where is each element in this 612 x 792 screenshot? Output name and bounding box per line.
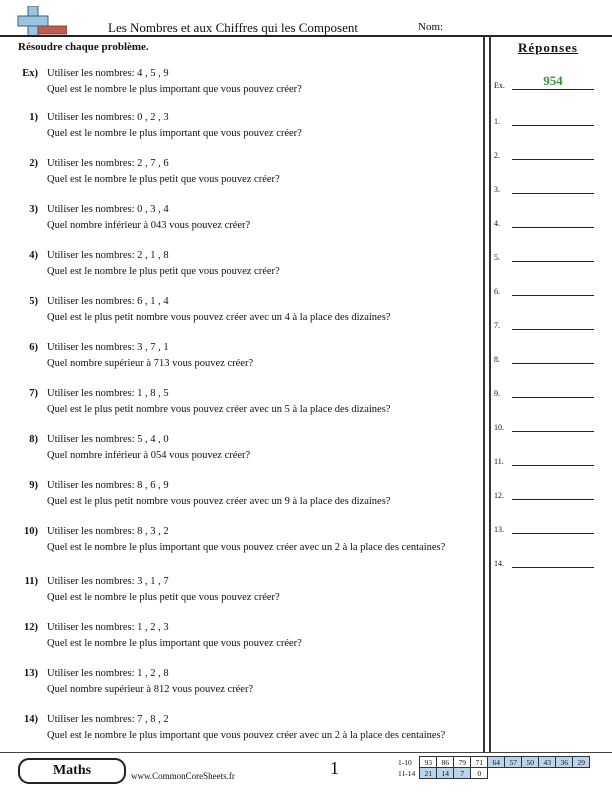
header-divider [0,35,612,37]
problem-number: 9) [29,480,38,491]
problem-number: 3) [29,204,38,215]
answers-heading: Réponses [517,40,578,55]
site-url: www.CommonCoreSheets.fr [131,771,235,781]
answer-line[interactable] [494,520,594,534]
problem-question: Quel est le nombre le plus important que vous pouvez créer avec un 2 à la place des centaines? [47,542,446,553]
problem-number: 10) [24,526,38,537]
key-cell: 71 [471,757,488,768]
column-divider [489,36,491,752]
key-cell: 29 [573,757,590,768]
answer-line[interactable] [494,180,594,194]
answer-blank[interactable] [512,125,594,126]
problem-question: Quel est le plus petit nombre vous pouvez créer avec un 5 à la place des dizaines? [47,404,391,415]
key-cell: 93 [420,757,437,768]
answer-blank[interactable] [512,363,594,364]
answer-key-row [396,768,590,779]
answer-blank[interactable] [512,465,594,466]
problem-question: Quel nombre inférieur à 043 vous pouvez créer? [47,220,251,231]
answer-label: 6. [494,287,500,296]
answer-label: 2. [494,151,500,160]
problem-number: 2) [29,158,38,169]
problem-question: Quel est le nombre le plus important que vous pouvez créer? [47,128,302,139]
problem-numbers-line: Utiliser les nombres: 3 , 7 , 1 [47,342,169,353]
problem-numbers-line: Utiliser les nombres: 7 , 8 , 2 [47,714,169,725]
answer-line[interactable] [494,452,594,466]
key-cell: 43 [539,757,556,768]
column-divider [483,36,485,752]
problem-number: 12) [24,622,38,633]
answer-label: 8. [494,355,500,364]
answer-label: 14. [494,559,504,568]
problem-numbers-line: Utiliser les nombres: 4 , 5 , 9 [47,68,169,79]
answer-blank[interactable] [512,397,594,398]
problem-numbers-line: Utiliser les nombres: 1 , 2 , 8 [47,668,169,679]
worksheet-title: Les Nombres et aux Chiffres qui les Composent [108,20,358,35]
problem-question: Quel est le plus petit nombre vous pouvez créer avec un 4 à la place des dizaines? [47,312,391,323]
answer-label: 13. [494,525,504,534]
key-cell: 21 [420,768,437,779]
answer-line[interactable] [494,248,594,262]
problem-number: 8) [29,434,38,445]
answer-line[interactable] [494,214,594,228]
key-cell: 14 [437,768,454,779]
problem-number: 11) [24,576,38,587]
problem-number: 13) [24,668,38,679]
footer-divider [0,752,612,753]
answer-line[interactable] [494,146,594,160]
answer-line[interactable] [494,554,594,568]
answer-blank[interactable] [512,227,594,228]
answer-label: 1. [494,117,500,126]
problem-question: Quel nombre supérieur à 713 vous pouvez créer? [47,358,254,369]
answer-line[interactable] [494,112,594,126]
problem-numbers-line: Utiliser les nombres: 0 , 2 , 3 [47,112,169,123]
problem-numbers-line: Utiliser les nombres: 2 , 7 , 6 [47,158,169,169]
answer-label: 5. [494,253,500,262]
answer-line[interactable] [494,418,594,432]
problem-numbers-line: Utiliser les nombres: 6 , 1 , 4 [47,296,169,307]
answer-blank[interactable] [512,159,594,160]
answer-value: 954 [543,73,563,88]
answer-blank[interactable] [512,295,594,296]
problem-question: Quel est le nombre le plus important que vous pouvez créer? [47,84,302,95]
problem-number: 5) [29,296,38,307]
key-row-label: 11-14 [398,768,416,778]
answer-label: 10. [494,423,504,432]
key-cell: 0 [471,768,488,779]
answer-key-row [396,757,590,768]
problem-numbers-line: Utiliser les nombres: 8 , 3 , 2 [47,526,169,537]
answer-label: 9. [494,389,500,398]
answer-label: Ex. [494,81,505,90]
problem-numbers-line: Utiliser les nombres: 8 , 6 , 9 [47,480,169,491]
key-cell: 79 [454,757,471,768]
problem-numbers-line: Utiliser les nombres: 5 , 4 , 0 [47,434,169,445]
problem-question: Quel est le nombre le plus important que vous pouvez créer? [47,638,302,649]
answer-line[interactable] [494,486,594,500]
answer-label: 4. [494,219,500,228]
answer-line[interactable] [494,282,594,296]
subject-badge: Maths [18,758,126,784]
problem-number: 14) [24,714,38,725]
problem-question: Quel est le nombre le plus petit que vous pouvez créer? [47,266,280,277]
problem-question: Quel nombre supérieur à 812 vous pouvez créer? [47,684,254,695]
instruction-text: Résoudre chaque problème. [18,41,149,53]
answer-label: 3. [494,185,500,194]
answer-blank[interactable] [512,193,594,194]
key-cell: 64 [488,757,505,768]
answer-label: 12. [494,491,504,500]
answer-blank[interactable] [512,567,594,568]
answer-blank[interactable] [512,533,594,534]
problem-numbers-line: Utiliser les nombres: 1 , 8 , 5 [47,388,169,399]
page-number: 1 [330,758,339,778]
answer-label: 11. [494,457,504,466]
problem-numbers-line: Utiliser les nombres: 0 , 3 , 4 [47,204,169,215]
answer-key-table [396,756,590,779]
answer-label: 7. [494,321,500,330]
problem-numbers-line: Utiliser les nombres: 2 , 1 , 8 [47,250,169,261]
answer-blank[interactable] [512,89,594,90]
answer-line[interactable] [494,316,594,330]
problem-numbers-line: Utiliser les nombres: 3 , 1 , 7 [47,576,169,587]
problem-number: 4) [29,250,38,261]
problem-question: Quel est le nombre le plus petit que vous pouvez créer? [47,592,280,603]
key-cell: 57 [505,757,522,768]
problem-question: Quel est le nombre le plus important que vous pouvez créer avec un 2 à la place des centaines? [47,730,446,741]
answer-blank[interactable] [512,261,594,262]
key-cell: 50 [522,757,539,768]
problem-number: 7) [29,388,38,399]
key-cell: 7 [454,768,471,779]
key-cell: 86 [437,757,454,768]
answer-line[interactable] [494,350,594,364]
plus-logo-icon [17,6,67,36]
key-cell: 36 [556,757,573,768]
key-row-label: 1-10 [398,757,412,767]
problem-question: Quel est le nombre le plus petit que vous pouvez créer? [47,174,280,185]
name-label: Nom: [418,21,444,33]
answer-blank[interactable] [512,431,594,432]
problem-number: Ex) [22,68,38,79]
answer-line[interactable] [494,384,594,398]
answer-blank[interactable] [512,329,594,330]
problem-number: 6) [29,342,38,353]
problem-question: Quel est le plus petit nombre vous pouvez créer avec un 9 à la place des dizaines? [47,496,391,507]
answer-line[interactable] [494,73,594,90]
problem-question: Quel nombre inférieur à 054 vous pouvez créer? [47,450,251,461]
problem-numbers-line: Utiliser les nombres: 1 , 2 , 3 [47,622,169,633]
problem-number: 1) [29,112,38,123]
answer-blank[interactable] [512,499,594,500]
